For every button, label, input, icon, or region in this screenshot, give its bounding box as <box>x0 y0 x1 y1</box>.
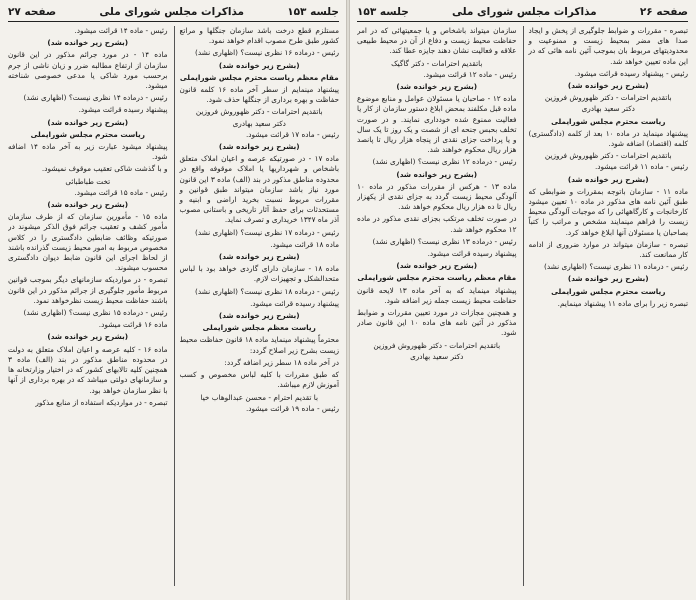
text-paragraph: رئیس - درماده ۱۳ نظری نیست؟ (اظهاری نشد) <box>372 236 517 246</box>
text-paragraph: رئیس - ماده ۱۵ قرائت میشود. <box>74 187 168 197</box>
text-paragraph: دکتر سعید بهادری <box>232 118 286 128</box>
text-paragraph: پیشنهاد مینماید در ماده ۱۰ بعد از کلمه (دادگستری) کلمه (اقتصاد) اضافه شود. <box>528 128 688 149</box>
text-paragraph: (بشرح زیر خوانده شد) <box>218 252 300 262</box>
text-paragraph: محترماً پیشنهاد مینماید ماده ۱۸ قانون حفاظت محیط زیست بشرح زیر اصلاح گردد: <box>179 335 339 355</box>
text-paragraph: دکتر سعید بهادری <box>410 351 464 361</box>
text-paragraph: پیشنهاد میشود عبارت زیر به آخر ماده ۱۴ اضافه شود. <box>8 142 168 162</box>
text-paragraph: پیشنهاد رسیده قرائت میشود. <box>78 105 168 115</box>
text-paragraph: با تقدیم احترام - محسن عبدالوهاب خیا <box>200 392 319 402</box>
text-paragraph: تبصره - در مواردیکه سازمانهای دیگر بموجب قوانین مربوط مأمور جلوگیری از جرائم مذکور در این قانون باشند حفاظت محیط زیست نظرخواهد نمود. <box>8 275 168 305</box>
column-right <box>523 26 689 586</box>
text-paragraph: دکتر سعید بهادری <box>581 104 635 114</box>
text-paragraph: ریاست محترم مجلس شورایملی <box>551 286 666 296</box>
text-paragraph: پیشنهاد رسیده قرائت میشود. <box>427 249 517 259</box>
text-paragraph: ماده ۱۶ - کلیه عرصه و اعیان املاک متعلق به دولت در محدوده مناطق مذکور در بند (الف) ماده ۳ همچنین کلیه تالابهای کشور که در اختیار وزارتخانه ها و سازمانهای دولتی میباشد که در بهره برداری از آنها با نظر سازمان خواهد بود. <box>8 344 168 395</box>
text-columns-left <box>8 26 339 586</box>
text-paragraph: (بشرح زیر خوانده شد) <box>567 81 649 91</box>
text-paragraph: مقام معظم ریاست محترم مجلس شورایملی <box>179 72 339 82</box>
text-paragraph: رئیس - درماده ۱۶ نظری نیست؟ (اظهاری نشد) <box>194 48 339 58</box>
text-paragraph: باتقدیم احترامات - دکتر ظهوروش فروزین <box>373 340 501 350</box>
text-paragraph: (بشرح زیر خوانده شد) <box>567 274 649 284</box>
text-paragraph: رئیس - درماده ۱۷ نظری نیست؟ (اظهاری نشد) <box>194 227 339 237</box>
column-left <box>357 26 517 586</box>
text-paragraph: مقام معظم ریاست محترم مجلس شورایملی <box>357 273 517 283</box>
text-paragraph: رئیس - ماده ۱۷ قرائت میشود. <box>245 129 339 139</box>
text-paragraph: پیشنهاد رسیده قرائت میشود. <box>250 298 339 308</box>
text-paragraph: (بشرح زیر خوانده شد) <box>218 142 300 152</box>
text-columns-right <box>357 26 688 586</box>
text-paragraph: (بشرح زیر خوانده شد) <box>396 169 478 179</box>
running-head-right <box>357 6 688 22</box>
text-paragraph: و همچنین مجازات در مورد تعیین مقررات و ضوابط مذکور در آئین نامه های ماده ۱۰ این قانون صادر شود. <box>357 308 517 338</box>
text-paragraph: رئیس - درماده ۱۲ نظری نیست؟ (اظهاری نشد) <box>372 157 517 167</box>
text-paragraph: رئیس - ماده ۱۹ قرائت میشود. <box>245 403 339 413</box>
text-paragraph: ماده ۱۸ قرائت میشود. <box>270 239 339 249</box>
column-right <box>174 26 340 586</box>
text-paragraph: سازمان میتواند باشخاص و یا جمعیتهائی که در امر حفاظت محیط زیست و دفاع از آن در محیط طبیعی علاقه و فعالیت نشان دهند جایزه عطا کند. <box>357 26 517 56</box>
page-26 <box>348 0 696 600</box>
running-head-left <box>8 6 339 22</box>
text-paragraph: ریاست محترم مجلس شورایملی <box>30 129 145 139</box>
text-paragraph: ریاست معظم مجلس شورایملی <box>202 323 316 333</box>
text-paragraph: رئیس - درماده ۱۴ نظری نیست؟ (اظهاری نشد) <box>23 93 168 103</box>
text-paragraph: (بشرح زیر خوانده شد) <box>47 117 129 127</box>
text-paragraph: (بشرح زیر خوانده شد) <box>47 38 129 48</box>
page-number: صفحه ۲۶ <box>639 6 688 18</box>
text-paragraph: باتقدیم احترامات - دکتر ظهوروش فروزین <box>195 107 323 117</box>
text-paragraph: ماده ۱۱ - سازمان باتوجه بمقررات و ضوابطی که طبق آئین نامه های مذکور در ماده ۱۰ تعیین میشود کارخانجات و کارگاههائی را که موجبات آلودگی محیط زیست را فراهم مینمایند مشخص و مراتب را کتباً بصاحبان یا مسئولان آنها ابلاغ خواهد کرد. <box>528 186 688 237</box>
text-paragraph: باتقدیم احترامات - دکتر ظهوروش فروزین <box>544 151 672 161</box>
text-paragraph: تبصره - سازمان میتواند در موارد ضروری از ادامه کار ممانعت کند. <box>528 239 688 260</box>
text-paragraph: ماده ۱۴ - در مورد جرائم مذکور در این قانون سازمان از ارتفاع مطالبه ضرر و زیان ناشی از جرم برحسب مورد شاکی یا مدعی خصوصی شناخته میشود. <box>8 50 168 91</box>
text-paragraph: پیشنهاد مینماید که به آخر ماده ۱۳ لایحه قانون حفاظت محیط زیست جمله زیر اضافه شود. <box>357 285 517 305</box>
text-paragraph: (بشرح زیر خوانده شد) <box>567 174 649 184</box>
text-paragraph: رئیس - درماده ۱۱ نظری نیست؟ (اظهاری نشد) <box>543 262 688 272</box>
text-paragraph: تبصره - مقررات و ضوابط جلوگیری از پخش و ایجاد صدا های مضر بمحیط زیست و ممنوعیت و محدودیتهای مربوط بان بموجب آئین نامه هائی که در این ماده تعیین خواهد شد. <box>528 26 688 66</box>
text-paragraph: در صورت تخلف مرتکب بجزای نقدی مذکور در ماده ۱۲ محکوم خواهد شد. <box>357 214 517 234</box>
text-paragraph: ماده ۱۷ - در صورتیکه عرصه و اعیان املاک متعلق باشخاص و شهرداریها یا املاک موقوفه واقع در محدوده مناطق مذکور در بند (الف) ماده ۳ این قانون مورد نیاز باشد سازمان میتواند طبق قوانین و مقررات مربوط نسبت بخرید اراضی و ابنیه و مستحدثات برای حفظ آثار تاریخی و باستانی مصوب آذر ماه ۱۳۴۷ خریداری و تصرف نماید. <box>179 154 339 225</box>
text-paragraph: ماده ۱۸ - سازمان دارای گاردی خواهد بود با لباس متحدالشکل و تجهیزات لازم. <box>179 264 339 284</box>
text-paragraph: رئیس - درماده ۱۵ نظری نیست؟ (اظهاری نشد) <box>23 308 168 318</box>
text-paragraph: ماده ۱۳ - هرکس از مقررات مذکور در ماده ۱۰ آلودگی محیط زیست گردد به جزای نقدی از یکهزار ریال تا ده هزار ریال محکوم خواهد شد. <box>357 181 517 212</box>
text-paragraph: و با گذشت شاکی تعقیب موقوف نمیشود. <box>41 164 168 174</box>
session-number: جلسه ۱۵۳ <box>287 6 339 18</box>
text-paragraph: (بشرح زیر خوانده شد) <box>218 60 300 70</box>
session-number: جلسه ۱۵۳ <box>357 6 409 18</box>
page-number: صفحه ۲۷ <box>8 6 57 18</box>
text-paragraph: رئیس - درماده ۱۸ نظری نیست؟ (اظهاری نشد) <box>194 286 339 296</box>
text-paragraph: (بشرح زیر خوانده شد) <box>47 332 129 342</box>
text-paragraph: رئیس - پیشنهاد رسیده قرائت میشود. <box>574 68 688 78</box>
text-paragraph: رئیس - ماده ۱۴ قرائت میشود. <box>74 26 168 35</box>
text-paragraph: مستلزم قطع درخت باشد سازمان جنگلها و مراتع کشور طبق طرح مصوب اقدام خواهد نمود. <box>179 26 339 46</box>
text-paragraph: ریاست محترم مجلس شورایملی <box>551 116 666 126</box>
text-paragraph: پیشنهاد مینمایم از سطر آخر ماده ۱۶ کلمه قانون حفاظت و بهره برداری از جنگلها حذف شود. <box>179 85 339 105</box>
text-paragraph: تبصره - در مواردیکه استفاده از منابع مذکور <box>35 397 168 407</box>
text-paragraph: ماده ۱۶ قرائت میشود. <box>98 320 168 330</box>
column-left <box>8 26 168 586</box>
text-paragraph: تبصره زیر را برای ماده ۱۱ پیشنهاد مینمایم. <box>557 298 688 308</box>
text-paragraph: ماده ۱۲ - صاحبان یا مسئولان عوامل و منابع موضوع ماده قبل مکلفند بمحض ابلاغ دستور سازمان از کار یا فعالیت ممنوع شده خودداری نمایند. و در صورت تخلف بحبس جنحه ای از شصت و یک روز تا یک سال و یا پرداخت جزای نقدی از پنجاه هزار ریال تا پانصد هزار ریال محکوم خواهند شد. <box>357 94 517 155</box>
text-paragraph: باتقدیم احترامات - دکتر ظهوروش فروزین <box>544 93 672 103</box>
text-paragraph: (بشرح زیر خوانده شد) <box>47 200 129 210</box>
text-paragraph: باتقدیم احترامات - دکتر گاگیک <box>391 58 483 68</box>
text-paragraph: رئیس - ماده ۱۱ قرائت میشود. <box>594 162 688 172</box>
text-paragraph: رئیس - ماده ۱۲ قرائت میشود. <box>423 69 517 79</box>
running-title: مذاکرات مجلس شورای ملی <box>99 6 245 18</box>
text-paragraph: که طبق مقررات با کلیه لباس مخصوص و کسب آموزش لازم میباشد. <box>179 370 339 390</box>
text-paragraph: (بشرح زیر خوانده شد) <box>396 261 478 271</box>
book-gutter <box>346 0 350 600</box>
text-paragraph: (بشرح زیر خوانده شد) <box>218 311 300 321</box>
text-paragraph: ماده ۱۵ - مأمورین سازمان که از طرف سازمان مأمور کشف و تعقیب جرائم فوق الذکر میشوند در صورتیکه وظائف ضابطین دادگستری را در کلاس مخصوص مربوط به امور محیط زیست گذرانده باشند از لحاظ اجرای این قانون ضابط دیوان دادگستری محسوب میشوند. <box>8 212 168 273</box>
text-paragraph: (بشرح زیر خوانده شد) <box>396 82 478 92</box>
running-title: مذاکرات مجلس شورای ملی <box>451 6 597 18</box>
text-paragraph: در آخر ماده ۱۸ سطر زیر اضافه گردد: <box>224 357 339 367</box>
text-paragraph: تخت طباطبائی <box>65 176 111 186</box>
